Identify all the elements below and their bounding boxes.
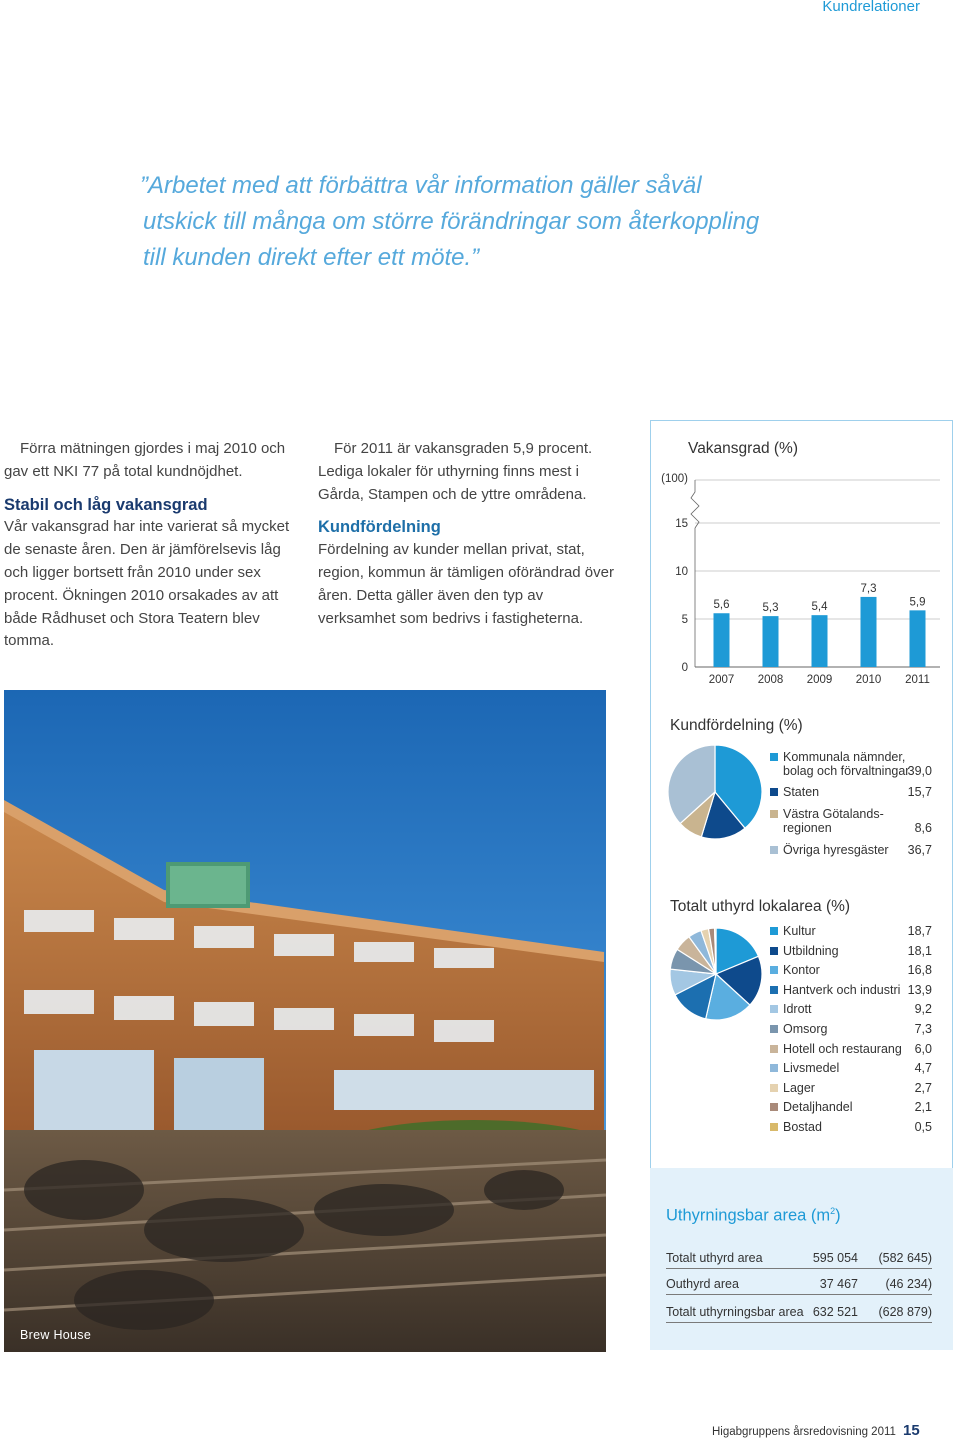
legend-swatch (770, 1045, 778, 1053)
legend-label: Utbildning (783, 943, 839, 958)
legend-value: 6,0 (914, 1041, 932, 1056)
legend-label: Västra Götalands- regionen (783, 807, 884, 835)
x-tick-label: 2008 (757, 674, 784, 686)
legend-label: Kommunala nämnder, bolag och förvaltningar (783, 750, 910, 778)
legend-label: Hotell och restaurang (783, 1041, 902, 1056)
legend-value: 0,5 (914, 1120, 932, 1134)
table-row-value: 632 521 (812, 1305, 858, 1319)
area-table-title-text: Uthyrningsbar area (m (666, 1206, 831, 1225)
legend-value: 2,7 (914, 1080, 932, 1095)
legend-value: 7,3 (914, 1022, 932, 1036)
legend-swatch (770, 1123, 778, 1131)
legend-swatch (770, 1064, 778, 1072)
bar-value-label: 7,3 (860, 582, 877, 595)
legend-swatch (770, 1103, 778, 1111)
table-row (666, 1300, 932, 1323)
legend-value: 2,1 (914, 1100, 932, 1115)
photo-caption: Brew House (20, 1328, 92, 1342)
col2-paragraph-1: För 2011 är vakansgraden 5,9 procent. Lediga lokaler för uthyrning finns mest i Gårda, Stampen och de yttre områdena. (318, 440, 593, 503)
table-row-value: 37 467 (819, 1277, 858, 1291)
legend-value: 39,0 (907, 764, 932, 778)
legend-label: Lager (783, 1080, 815, 1095)
legend-value: 18,1 (907, 943, 932, 958)
kundfordelning-pie-chart (668, 745, 768, 845)
bar-2008 (763, 616, 779, 667)
legend-value: 15,7 (907, 785, 932, 799)
legend-swatch (770, 788, 778, 796)
bar-value-label: 5,9 (909, 596, 926, 609)
legend-label: Detaljhandel (783, 1100, 853, 1115)
area-table-title (666, 1206, 841, 1226)
legend-swatch (770, 927, 778, 935)
col1-paragraph-2: Vår vakansgrad har inte varierat så mycket de senaste åren. Den är jämförelsevis låg och ligger bortsett från 2010 under sex procent. Ökningen 2010 orsakades av att både Rådhuset och Stora Teatern blev tomma. (4, 518, 290, 650)
table-row-prev: (628 879) (878, 1305, 932, 1319)
legend-swatch (770, 1084, 778, 1092)
lokalarea-chart-title: Totalt uthyrd lokalarea (%) (670, 898, 851, 915)
y-tick-label: (100) (661, 473, 688, 485)
col1-paragraph-1: Förra mätningen gjordes i maj 2010 och gav ett NKI 77 på total kundnöjdhet. (4, 440, 286, 480)
table-row-prev: (46 234) (885, 1277, 932, 1291)
legend-label: Idrott (783, 1002, 812, 1017)
y-tick-label: 0 (681, 662, 688, 674)
legend-label: Kontor (783, 963, 820, 978)
legend-label: Omsorg (783, 1022, 828, 1036)
x-tick-label: 2010 (855, 674, 882, 686)
legend-label: Kultur (783, 924, 816, 938)
bar-value-label: 5,4 (811, 601, 828, 614)
legend-value: 16,8 (907, 963, 932, 978)
table-row-label: Outhyrd area (666, 1277, 739, 1291)
brew-house-photo (4, 690, 606, 1352)
photo-illustration (4, 690, 606, 1352)
legend-label: Livsmedel (783, 1061, 840, 1076)
x-tick-label: 2009 (806, 674, 833, 686)
legend-value: 36,7 (907, 843, 932, 857)
y-tick-label: 15 (675, 518, 688, 530)
bar-value-label: 5,3 (762, 602, 779, 615)
quote-line-2: utskick till många om större förändringar som återkoppling (143, 208, 760, 235)
bar-value-label: 5,6 (713, 599, 730, 612)
table-row-prev: (582 645) (878, 1251, 932, 1265)
table-row (666, 1246, 932, 1269)
legend-value: 8,6 (914, 821, 932, 835)
legend-swatch (770, 753, 778, 761)
text-column-2 (318, 438, 618, 630)
legend-value: 18,7 (907, 924, 932, 938)
quote-line-1: ”Arbetet med att förbättra vår information gäller såväl (140, 172, 702, 199)
kundfordelning-chart-title: Kundfördelning (%) (670, 717, 803, 734)
legend-label: Staten (783, 785, 820, 799)
legend-swatch (770, 947, 778, 955)
legend-label: Bostad (783, 1120, 822, 1134)
table-row-label: Totalt uthyrningsbar area (666, 1305, 804, 1319)
legend-value: 13,9 (907, 982, 932, 997)
bar-2011 (910, 610, 926, 667)
table-row (666, 1272, 932, 1295)
y-tick-label: 10 (675, 566, 688, 578)
bar-2010 (861, 597, 877, 667)
lokalarea-pie-chart (670, 928, 766, 1024)
vakansgrad-chart-title: Vakansgrad (%) (688, 440, 798, 457)
y-tick-label: 5 (681, 614, 688, 626)
legend-label: Hantverk och industri (783, 982, 901, 997)
table-row-value: 595 054 (812, 1251, 858, 1265)
legend-value: 4,7 (914, 1061, 932, 1076)
page-number: 15 (903, 1422, 920, 1439)
area-table-title-sup: 2 (830, 1206, 836, 1216)
axis-break (691, 480, 699, 528)
table-row-label: Totalt uthyrd area (666, 1251, 763, 1265)
col1-heading: Stabil och låg vakansgrad (4, 495, 208, 514)
bar-2007 (714, 613, 730, 667)
pull-quote (140, 168, 780, 276)
x-tick-label: 2007 (708, 674, 735, 686)
legend-swatch (770, 1005, 778, 1013)
legend-swatch (770, 810, 778, 818)
quote-line-3: till kunden direkt efter ett möte.” (143, 244, 480, 271)
bar-2009 (812, 615, 828, 667)
footer-text: Higabgruppens årsredovisning 2011 (712, 1426, 896, 1438)
legend-swatch (770, 846, 778, 854)
vakansgrad-bar-chart (650, 460, 953, 690)
x-tick-label: 2011 (905, 674, 930, 686)
legend-label: Övriga hyresgäster (783, 843, 889, 857)
section-title: Kundrelationer (822, 0, 920, 15)
text-column-1 (4, 438, 296, 653)
col2-paragraph-2: Fördelning av kunder mellan privat, stat, region, kommun är tämligen oförändrad över åren. Detta gäller även den typ av verksamhet som bedrivs i fastigheterna. (318, 541, 614, 627)
legend-swatch (770, 1025, 778, 1033)
legend-swatch (770, 986, 778, 994)
legend-value: 9,2 (914, 1002, 932, 1017)
area-table-title-end: ) (835, 1206, 841, 1225)
legend-swatch (770, 966, 778, 974)
col2-heading: Kundfördelning (318, 518, 441, 537)
